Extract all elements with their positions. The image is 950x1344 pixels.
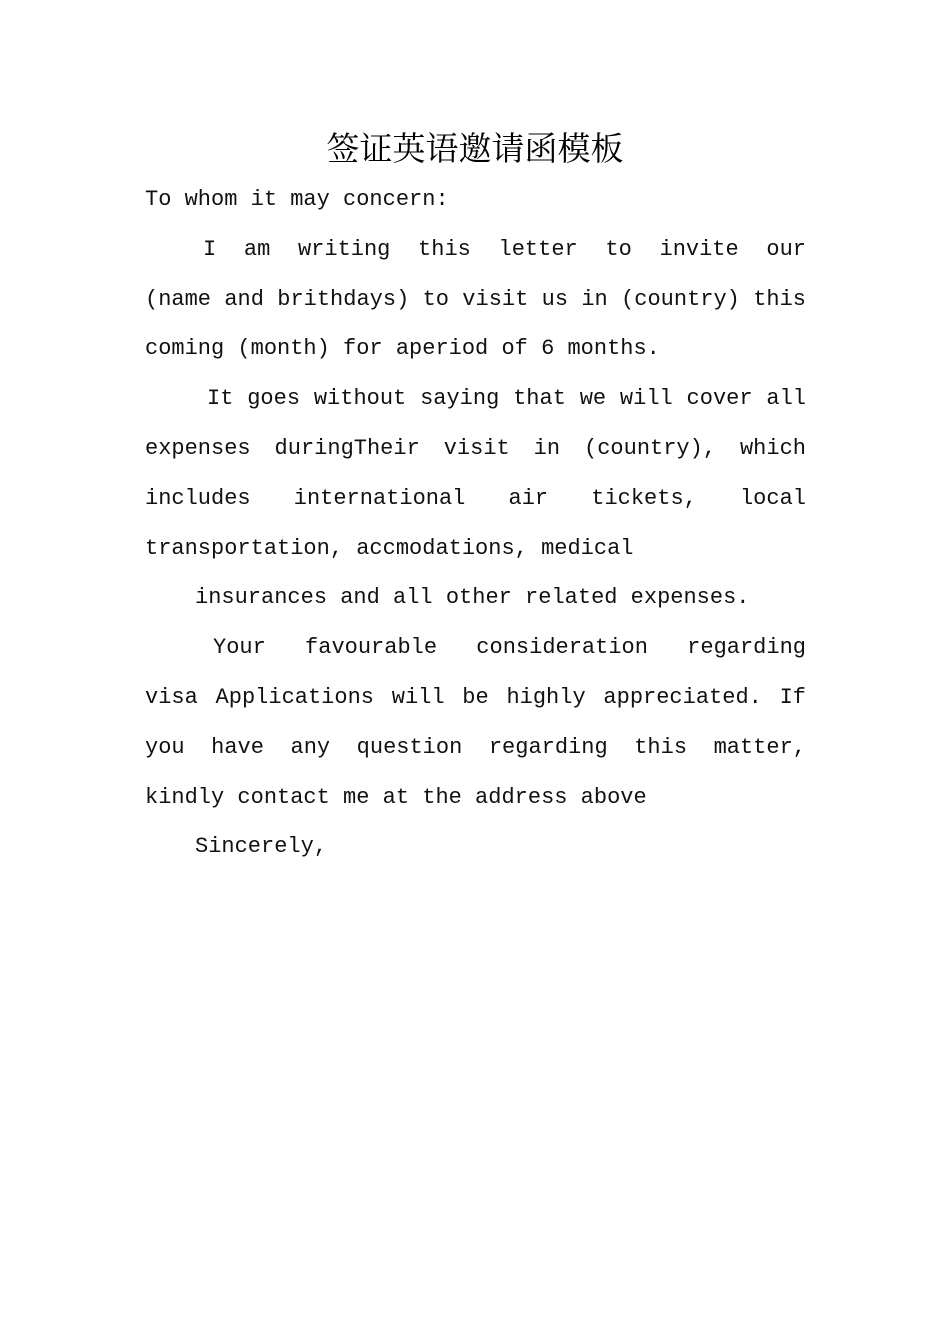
letter-body [145,175,806,872]
letter-line: Your favourable consideration regarding [213,635,806,661]
letter-line: visa Applications will be highly appreciated. If [145,684,806,710]
letter-line: Sincerely, [195,834,328,860]
letter-line: To whom it may concern: [145,187,449,212]
letter-line: It goes without saying that we will cover all [207,386,806,412]
letter-line: insurances and all other related expenses. [195,585,750,611]
letter-line: I am writing this letter to invite our [203,236,806,262]
letter-line: (name and brithdays) to visit us in (country) this [145,286,806,312]
document-title: 签证英语邀请函模板 [326,129,624,168]
letter-line: includes international air tickets, local [145,485,806,511]
letter-line: expenses duringTheir visit in (country), which [145,435,806,461]
letter-line: transportation, accmodations, medical [145,535,634,561]
letter-line: you have any question regarding this matter, [145,734,806,760]
letter-line: kindly contact me at the address above [145,784,647,810]
letter-line: coming (month) for aperiod of 6 months. [145,336,660,362]
